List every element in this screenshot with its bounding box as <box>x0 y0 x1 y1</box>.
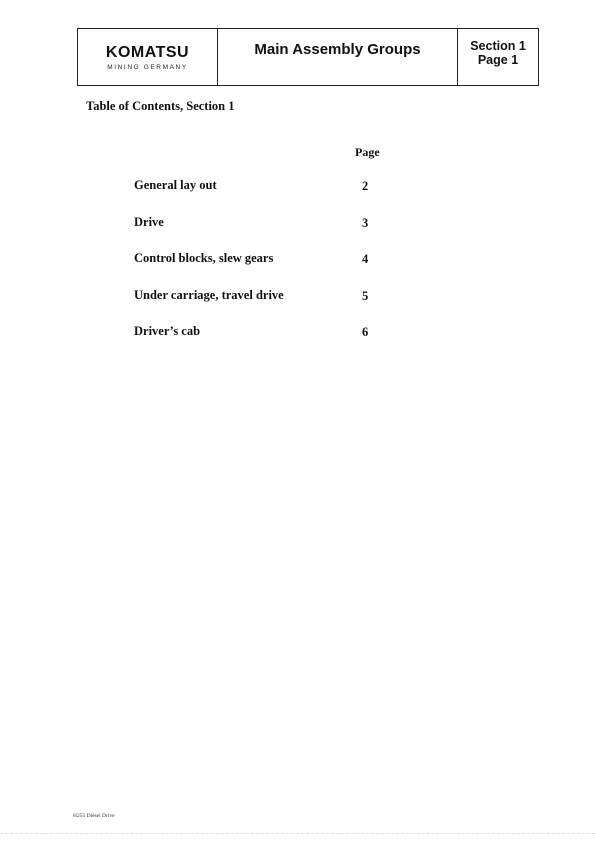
toc-entry-page: 3 <box>362 215 369 230</box>
toc-entry-page: 2 <box>362 179 369 193</box>
toc-entry-label: Control blocks, slew gears <box>134 251 274 265</box>
logo-subtitle: MINING GERMANY <box>107 64 188 71</box>
toc-entry-label: Drive <box>134 214 164 229</box>
toc-entry <box>134 178 394 215</box>
page-column-label: Page <box>355 145 380 159</box>
toc-heading: Table of Contents, Section 1 <box>86 99 235 113</box>
document-title: Main Assembly Groups <box>254 41 421 58</box>
toc-entry-label: Under carriage, travel drive <box>134 287 284 302</box>
section-cell <box>458 29 538 85</box>
toc-entry-label: General lay out <box>134 178 217 192</box>
title-cell <box>218 29 458 85</box>
logo-cell <box>78 29 218 85</box>
bottom-divider <box>0 833 595 835</box>
document-header <box>77 28 539 86</box>
toc-entry-page: 4 <box>362 252 369 266</box>
toc-entry <box>134 251 394 288</box>
toc-entry <box>134 288 394 325</box>
komatsu-logo: KOMATSU <box>105 44 190 61</box>
section-label: Section 1 <box>470 39 526 53</box>
toc-entry-label: Driver’s cab <box>134 324 201 338</box>
footer-text: H255 Diesel Drive <box>73 813 115 819</box>
toc-list <box>134 178 394 361</box>
page-label: Page 1 <box>477 53 519 67</box>
toc-entry-page: 5 <box>362 288 369 303</box>
toc-entry <box>134 324 394 361</box>
toc-entry <box>134 215 394 252</box>
toc-entry-page: 6 <box>362 325 369 339</box>
